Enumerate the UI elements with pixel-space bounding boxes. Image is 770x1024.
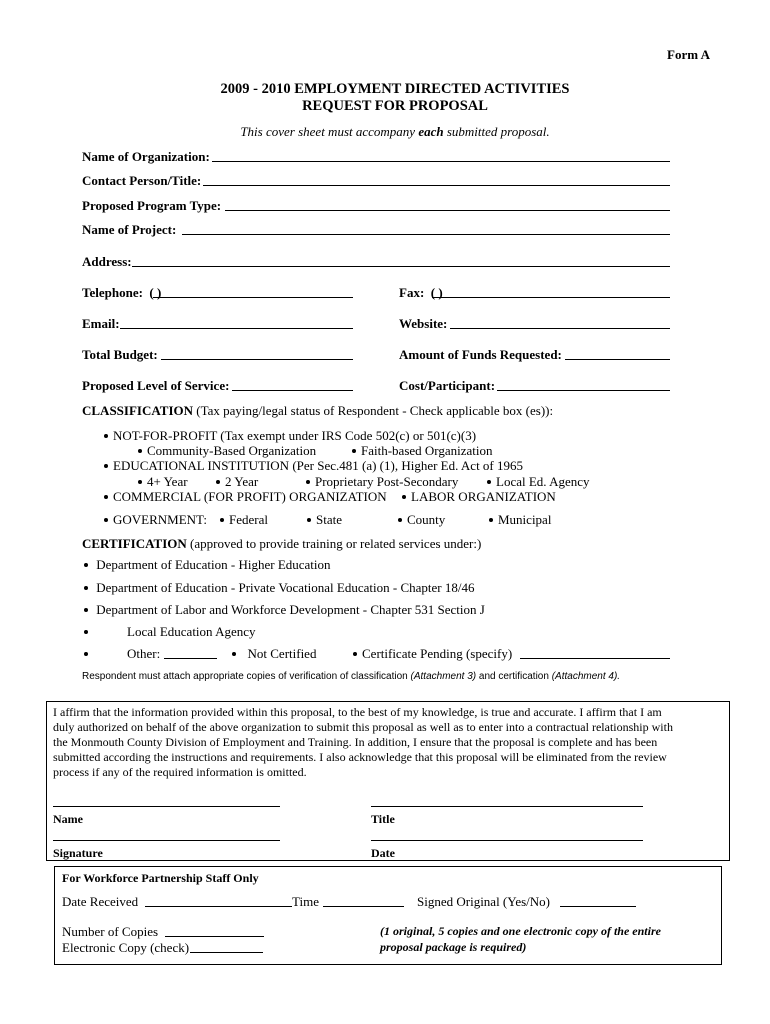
state-option[interactable]: State [307,512,342,528]
address-field[interactable] [132,266,670,267]
checkbox-bullet-icon [402,495,406,499]
title-signature-line[interactable] [371,806,643,807]
telephone-label: Telephone: ( ) [82,285,162,300]
fax-label: Fax: ( ) [399,285,443,300]
faith-option[interactable]: Faith-based Organization [352,443,493,459]
checkbox-bullet-icon [352,449,356,453]
cost-participant-label: Cost/Participant: [399,378,496,393]
time-label: Time [292,894,319,909]
checkbox-bullet-icon [84,586,88,590]
copies-label: Number of Copies [62,924,159,939]
project-field[interactable] [182,234,670,235]
form-label: Form A [667,47,710,62]
level-of-service-field[interactable] [232,390,353,391]
other-option[interactable]: Other: [84,646,160,662]
date-received-label: Date Received [62,894,139,909]
copies-field[interactable] [165,936,264,937]
checkbox-bullet-icon [489,518,493,522]
name-caption: Name [53,812,83,826]
not-certified-option[interactable]: Not Certified [232,646,316,662]
checkbox-bullet-icon [306,480,310,484]
checkbox-bullet-icon [84,652,88,656]
signed-original-label: Signed Original (Yes/No) [417,894,551,909]
package-note-line-1: (1 original, 5 copies and one electronic copy of the entire [380,924,661,938]
local-education-option[interactable]: Local Education Agency [84,624,256,640]
date-caption: Date [371,846,395,860]
higher-ed-option[interactable]: Department of Education - Higher Education [84,557,331,573]
municipal-option[interactable]: Municipal [489,512,551,528]
time-field[interactable] [323,906,404,907]
cost-participant-field[interactable] [497,390,670,391]
proprietary-option[interactable]: Proprietary Post-Secondary [306,474,458,490]
package-note-line-2: proposal package is required) [380,940,527,954]
checkbox-bullet-icon [487,480,491,484]
checkbox-bullet-icon [84,608,88,612]
title-caption: Title [371,812,395,826]
pending-field[interactable] [520,658,670,659]
signature-line[interactable] [53,840,280,841]
checkbox-bullet-icon [232,652,236,656]
government-option[interactable]: GOVERNMENT: [104,512,207,528]
checkbox-bullet-icon [398,518,402,522]
electronic-field[interactable] [190,952,263,953]
checkbox-bullet-icon [220,518,224,522]
labor-option[interactable]: LABOR ORGANIZATION [402,489,556,505]
contact-label: Contact Person/Title: [82,173,202,188]
checkbox-bullet-icon [216,480,220,484]
date-received-field[interactable] [145,906,292,907]
affirmation-line: process if any of the required information is omitted. [53,765,307,779]
checkbox-bullet-icon [104,464,108,468]
title-line-2: REQUEST FOR PROPOSAL [302,98,488,114]
commercial-option[interactable]: COMMERCIAL (FOR PROFIT) ORGANIZATION [104,489,387,505]
educational-option[interactable]: EDUCATIONAL INSTITUTION (Per Sec.481 (a) (1), Higher Ed. Act of 1965 [104,458,523,474]
program-type-label: Proposed Program Type: [82,198,222,213]
title-line-1: 2009 - 2010 EMPLOYMENT DIRECTED ACTIVITIES [220,81,570,97]
website-label: Website: [399,316,448,331]
checkbox-bullet-icon [353,652,357,656]
email-field[interactable] [120,328,353,329]
checkbox-bullet-icon [138,480,142,484]
checkbox-bullet-icon [104,518,108,522]
federal-option[interactable]: Federal [220,512,268,528]
checkbox-bullet-icon [138,449,142,453]
certification-heading: CERTIFICATION (approved to provide training or related services under:) [82,536,482,551]
total-budget-field[interactable] [161,359,353,360]
checkbox-bullet-icon [104,495,108,499]
fax-field[interactable] [432,297,670,298]
subtitle: This cover sheet must accompany each submitted proposal. [240,124,550,139]
affirmation-line: I affirm that the information provided within this proposal, to the best of my knowledge, is true and accurate. I affirm that I am [53,705,662,719]
contact-field[interactable] [203,185,670,186]
pending-option[interactable]: Certificate Pending (specify) [353,646,512,662]
funds-requested-label: Amount of Funds Requested: [399,347,562,362]
total-budget-label: Total Budget: [82,347,158,362]
affirmation-line: duly authorized on behalf of the above organization to submit this proposal as well as to enter into a contractual relationship with [53,720,673,734]
telephone-field[interactable] [153,297,353,298]
organization-field[interactable] [212,161,670,162]
website-field[interactable] [450,328,670,329]
checkbox-bullet-icon [104,434,108,438]
project-label: Name of Project: [82,222,177,237]
name-signature-line[interactable] [53,806,280,807]
organization-label: Name of Organization: [82,149,210,164]
level-of-service-label: Proposed Level of Service: [82,378,230,393]
labor-dept-option[interactable]: Department of Labor and Workforce Development - Chapter 531 Section J [84,602,485,618]
funds-requested-field[interactable] [565,359,670,360]
program-type-field[interactable] [225,210,670,211]
nonprofit-option[interactable]: NOT-FOR-PROFIT (Tax exempt under IRS Code 502(c) or 501(c)(3) [104,428,476,444]
signature-caption: Signature [53,846,103,860]
classification-heading: CLASSIFICATION (Tax paying/legal status of Respondent - Check applicable box (es)): [82,403,554,418]
checkbox-bullet-icon [84,563,88,567]
address-label: Address: [82,254,132,269]
signed-original-field[interactable] [560,906,636,907]
local-ed-option[interactable]: Local Ed. Agency [487,474,590,490]
affirmation-line: the Monmouth County Division of Employment and Training. In addition, I ensure that the proposal is complete and has been [53,735,658,749]
electronic-label: Electronic Copy (check) [62,940,190,955]
affirmation-text [53,705,673,780]
two-year-option[interactable]: 2 Year [216,474,258,490]
affirmation-line: submitted according the instructions and requirements. I also acknowledge that this proposal will be eliminated from the review [53,750,667,764]
community-option[interactable]: Community-Based Organization [138,443,316,459]
county-option[interactable]: County [398,512,445,528]
four-year-option[interactable]: 4+ Year [138,474,188,490]
date-line[interactable] [371,840,643,841]
email-label: Email: [82,316,120,331]
other-field[interactable] [164,658,217,659]
checkbox-bullet-icon [307,518,311,522]
checkbox-bullet-icon [84,630,88,634]
attachment-note: Respondent must attach appropriate copies of verification of classification (Attachment 3) and certification (Attachment 4). [82,671,621,682]
staff-heading: For Workforce Partnership Staff Only [62,871,259,885]
private-voc-option[interactable]: Department of Education - Private Vocational Education - Chapter 18/46 [84,580,474,596]
